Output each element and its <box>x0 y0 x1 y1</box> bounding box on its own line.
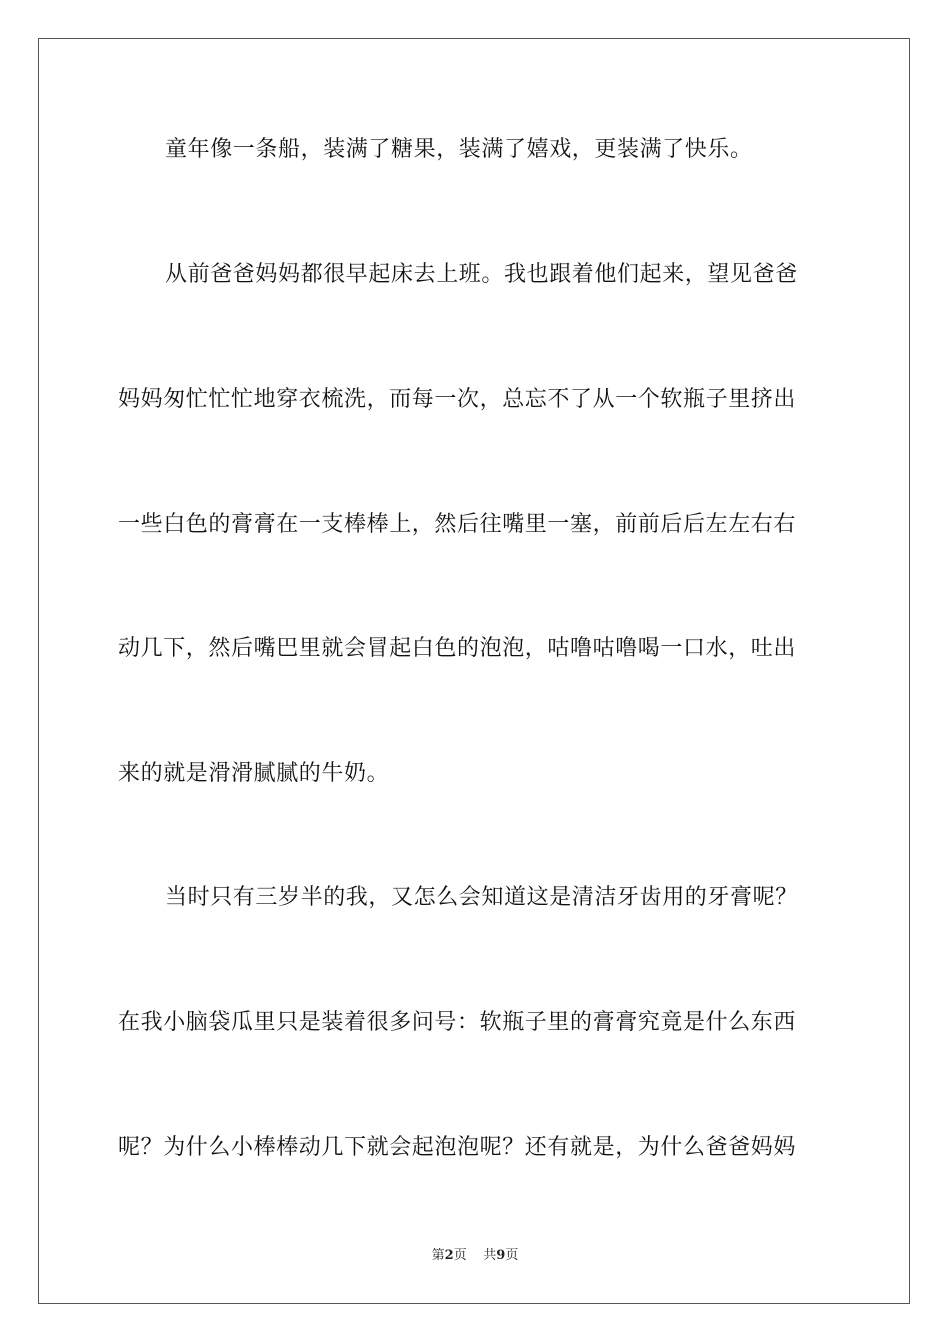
footer-page-suffix: 页 <box>453 1248 467 1263</box>
paragraph-3-line-1: 当时只有三岁半的我，又怎么会知道这是清洁牙齿用的牙膏呢？ <box>165 885 798 910</box>
footer-total-suffix: 页 <box>505 1248 519 1263</box>
paragraph-2-line-3: 一些白色的膏膏在一支棒棒上，然后往嘴里一塞，前前后后左左右右 <box>118 512 797 537</box>
paragraph-3-line-2: 在我小脑袋瓜里只是装着很多问号：软瓶子里的膏膏究竟是什么东西 <box>118 1010 797 1035</box>
footer-total-prefix: 共 <box>483 1248 497 1263</box>
paragraph-2-line-5: 来的就是滑滑腻腻的牛奶。 <box>118 761 390 786</box>
footer-page-prefix: 第 <box>431 1248 445 1263</box>
footer-page-number: 2 <box>444 1248 454 1263</box>
page-footer <box>0 1247 950 1265</box>
paragraph-2-line-2: 妈妈匆忙忙忙地穿衣梳洗，而每一次，总忘不了从一个软瓶子里挤出 <box>118 387 797 412</box>
paragraph-2-line-1: 从前爸爸妈妈都很早起床去上班。我也跟着他们起来，望见爸爸 <box>165 262 798 287</box>
page-border <box>38 38 910 1304</box>
paragraph-2-line-4: 动几下，然后嘴巴里就会冒起白色的泡泡，咕噜咕噜喝一口水，吐出 <box>118 636 797 661</box>
paragraph-1-line-1: 童年像一条船，装满了糖果，装满了嬉戏，更装满了快乐。 <box>165 137 753 162</box>
paragraph-3-line-3: 呢？为什么小棒棒动几下就会起泡泡呢？还有就是，为什么爸爸妈妈 <box>118 1135 797 1160</box>
footer-total-pages: 9 <box>496 1248 506 1263</box>
